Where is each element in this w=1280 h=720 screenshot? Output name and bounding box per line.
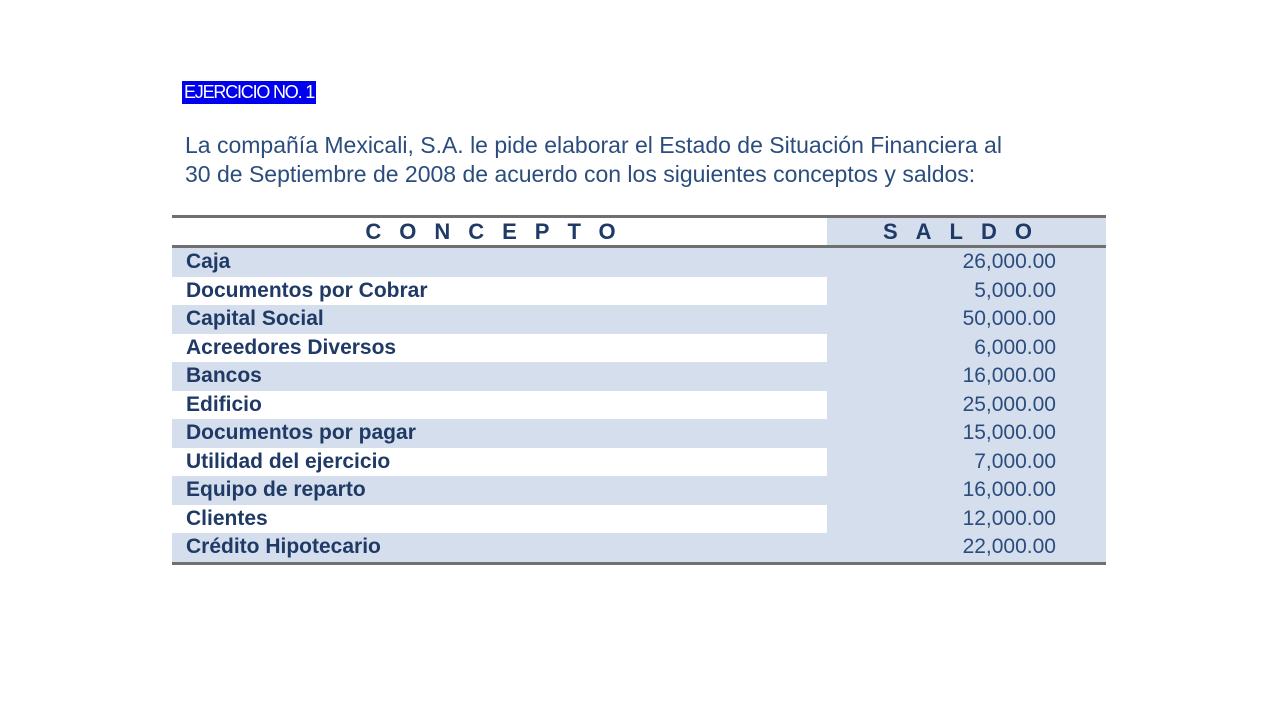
table-row [172,277,1106,306]
saldo-cell: 5,000.00 [827,277,1106,306]
saldo-cell: 7,000.00 [827,448,1106,477]
concept-cell: Documentos por Cobrar [172,277,827,306]
concept-cell: Crédito Hipotecario [172,533,827,563]
intro-line-1: La compañía Mexicali, S.A. le pide elaborar el Estado de Situación Financiera al [185,132,1002,158]
concept-cell: Bancos [172,362,827,391]
table-row [172,533,1106,563]
saldo-cell: 15,000.00 [827,419,1106,448]
saldo-cell: 25,000.00 [827,391,1106,420]
balances-table [172,215,1106,565]
table-row [172,391,1106,420]
concept-cell: Caja [172,247,827,277]
table-row [172,305,1106,334]
saldo-cell: 50,000.00 [827,305,1106,334]
saldo-cell: 26,000.00 [827,247,1106,277]
intro-line-2: 30 de Septiembre de 2008 de acuerdo con los siguientes conceptos y saldos: [185,161,976,187]
concept-cell: Equipo de reparto [172,476,827,505]
table-row [172,362,1106,391]
saldo-cell: 6,000.00 [827,334,1106,363]
concept-cell: Acreedores Diversos [172,334,827,363]
concept-cell: Edificio [172,391,827,420]
table-row [172,419,1106,448]
saldo-cell: 16,000.00 [827,362,1106,391]
concept-cell: Clientes [172,505,827,534]
table-body [172,247,1106,564]
header-concept: CONCEPTO [172,217,827,247]
table-row [172,476,1106,505]
saldo-cell: 16,000.00 [827,476,1106,505]
concept-cell: Utilidad del ejercicio [172,448,827,477]
table-row [172,448,1106,477]
table-header-row [172,217,1106,247]
concept-cell: Documentos por pagar [172,419,827,448]
saldo-cell: 22,000.00 [827,533,1106,563]
table-row [172,334,1106,363]
exercise-title-tag: EJERCICIO NO. 1 [184,82,315,102]
table-row [172,247,1106,277]
balances-table-container [172,215,1106,565]
saldo-cell: 12,000.00 [827,505,1106,534]
header-saldo: SALDO [827,217,1106,247]
concept-cell: Capital Social [172,305,827,334]
table-row [172,505,1106,534]
intro-paragraph [185,131,1135,189]
